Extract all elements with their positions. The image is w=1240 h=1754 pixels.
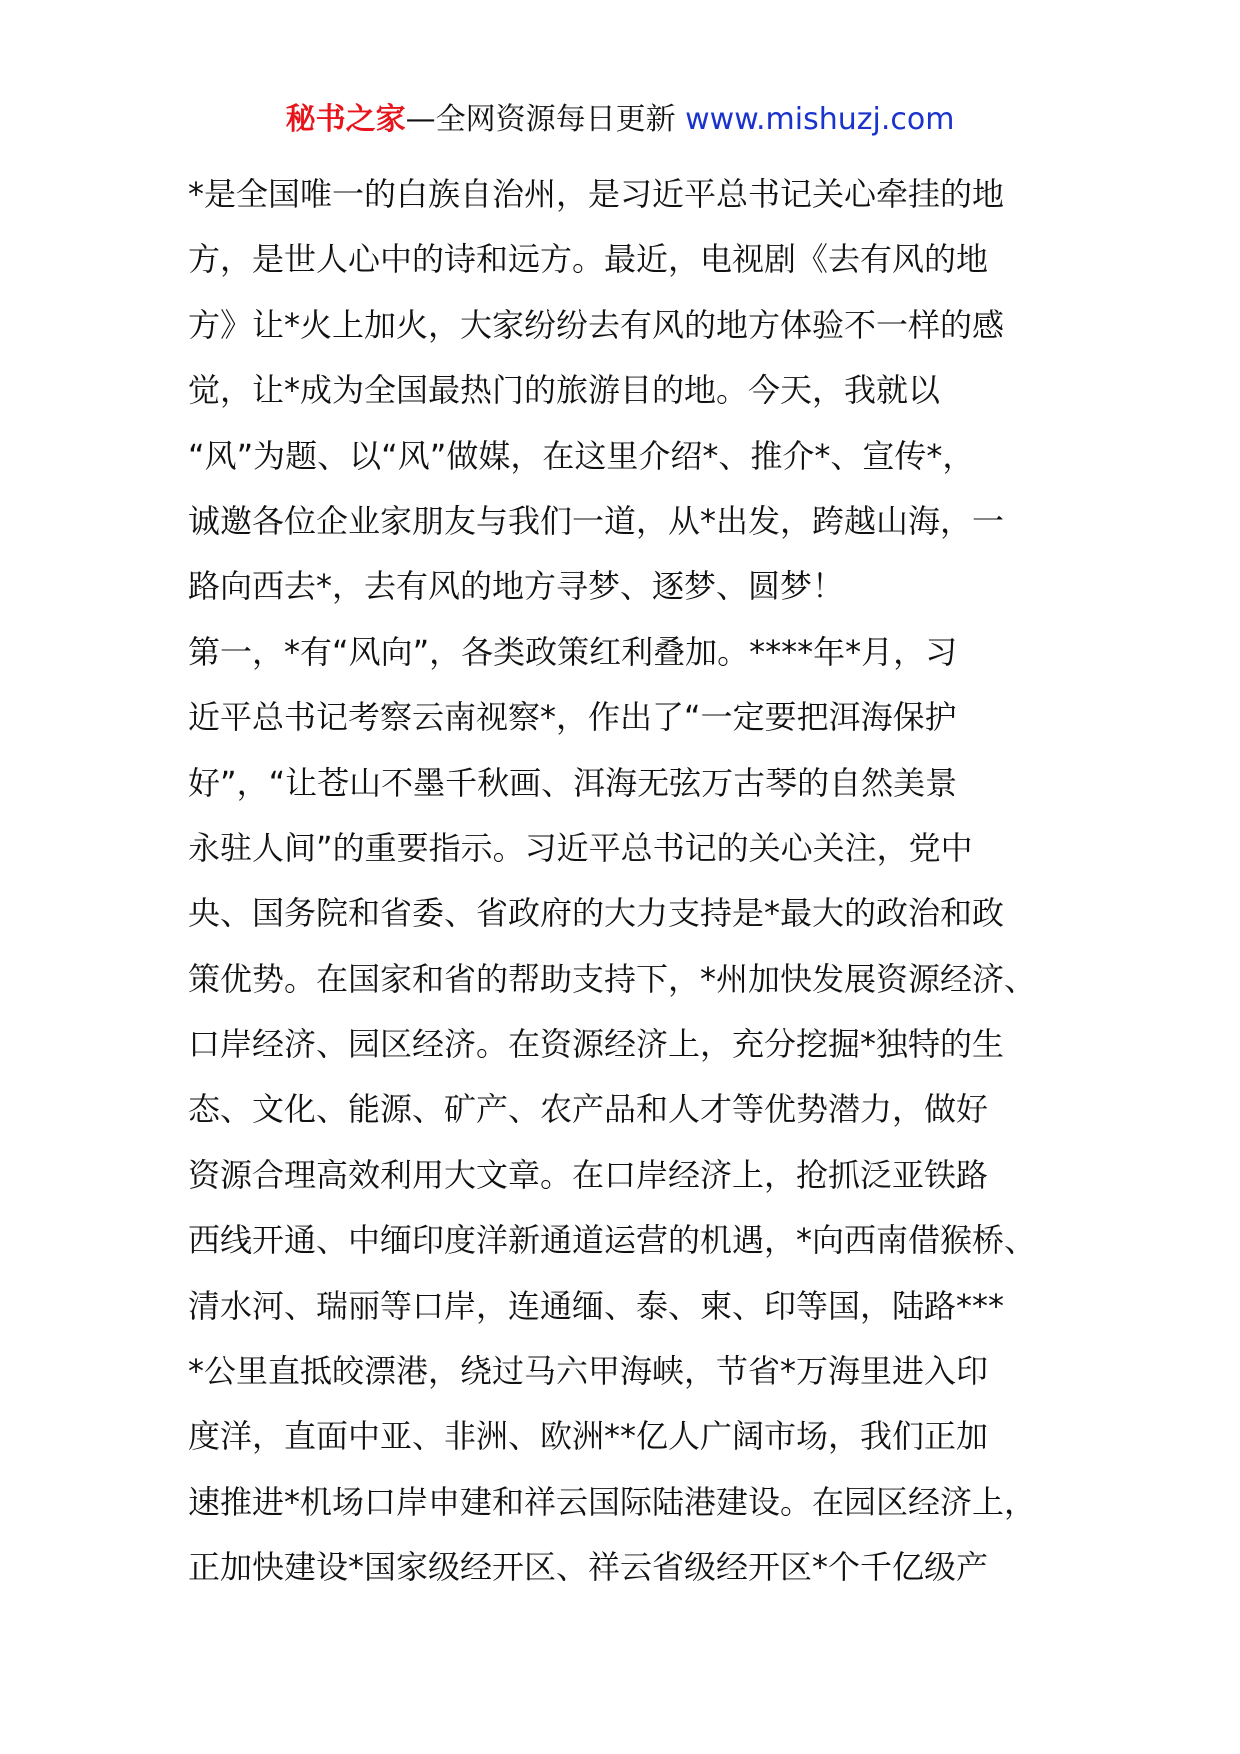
text-line: 央、国务院和省委、省政府的大力支持是*最大的政治和政 xyxy=(188,894,1005,933)
page-header xyxy=(0,100,1240,140)
document-body xyxy=(188,162,1088,1601)
text-line: 口岸经济、园区经济。在资源经济上，充分挖掘*独特的生 xyxy=(188,1025,1005,1064)
text-line: 路向西去*，去有风的地方寻梦、逐梦、圆梦！ xyxy=(188,567,845,606)
text-line: 正加快建设*国家级经开区、祥云省级经开区*个千亿级产 xyxy=(188,1548,989,1587)
text-line: 策优势。在国家和省的帮助支持下，*州加快发展资源经济、 xyxy=(188,959,1037,998)
text-line: 西线开通、中缅印度洋新通道运营的机遇，*向西南借猴桥、 xyxy=(188,1221,1037,1260)
text-line: 觉，让*成为全国最热门的旅游目的地。今天，我就以 xyxy=(188,371,941,410)
header-tagline: —全网资源每日更新 xyxy=(405,102,676,137)
text-line: 态、文化、能源、矿产、农产品和人才等优势潜力，做好 xyxy=(188,1090,989,1129)
site-url-link[interactable]: www.mishuzj.com xyxy=(685,102,955,137)
text-line: 资源合理高效利用大文章。在口岸经济上，抢抓泛亚铁路 xyxy=(188,1155,989,1194)
text-line: 近平总书记考察云南视察*，作出了“一定要把洱海保护 xyxy=(188,698,957,737)
text-line: 方》让*火上加火，大家纷纷去有风的地方体验不一样的感 xyxy=(188,305,1005,344)
text-line: 速推进*机场口岸申建和祥云国际陆港建设。在园区经济上， xyxy=(188,1482,1037,1521)
text-line: *是全国唯一的白族自治州，是习近平总书记关心牵挂的地 xyxy=(188,175,1005,213)
text-line: 好”，“让苍山不墨千秋画、洱海无弦万古琴的自然美景 xyxy=(188,763,958,802)
text-line: “风”为题、以“风”做媒，在这里介绍*、推介*、宣传*， xyxy=(188,436,975,475)
text-line: 第一，*有“风向”，各类政策红利叠加。****年*月，习 xyxy=(188,632,958,671)
text-line: 方，是世人心中的诗和远方。最近，电视剧《去有风的地 xyxy=(188,240,989,279)
brand-name: 秘书之家 xyxy=(285,102,406,137)
text-line: 清水河、瑞丽等口岸，连通缅、泰、柬、印等国，陆路*** xyxy=(188,1286,1005,1325)
text-line: 永驻人间”的重要指示。习近平总书记的关心关注，党中 xyxy=(188,828,973,867)
text-line: *公里直抵皎漂港，绕过马六甲海峡，节省*万海里进入印 xyxy=(188,1352,989,1391)
text-line: 诚邀各位企业家朋友与我们一道，从*出发，跨越山海，一 xyxy=(188,501,1005,540)
text-line: 度洋，直面中亚、非洲、欧洲**亿人广阔市场，我们正加 xyxy=(188,1417,989,1456)
